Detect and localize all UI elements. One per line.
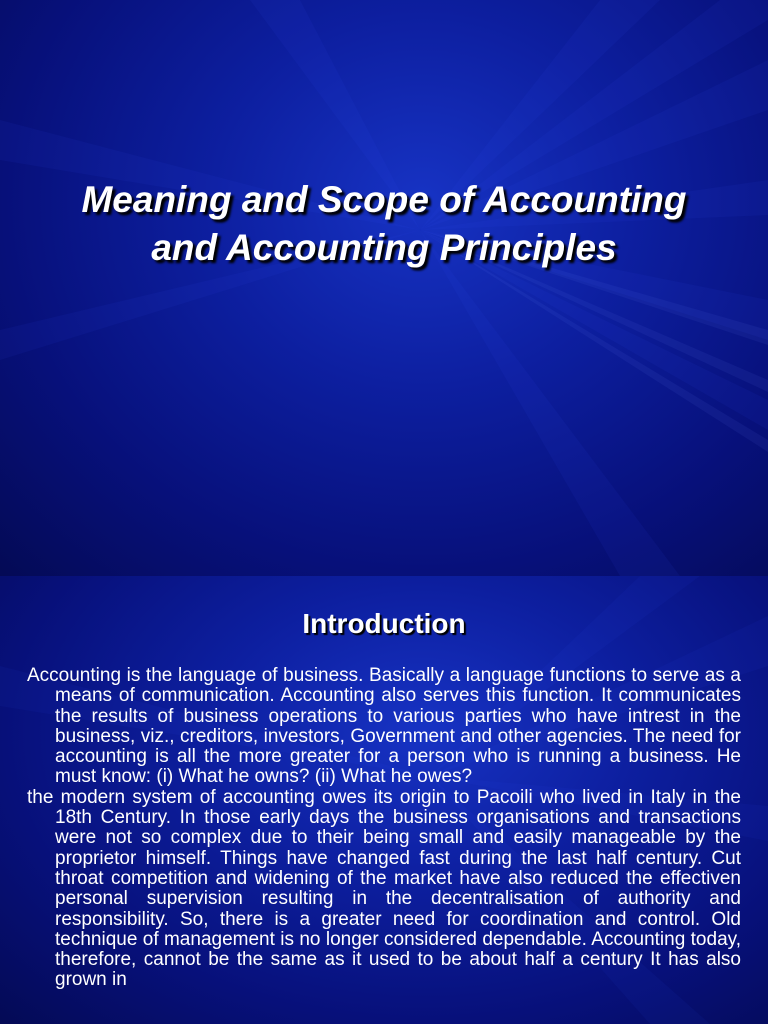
section-heading: Introduction [302,608,466,639]
paragraph: the modern system of accounting owes its origin to Pacoili who lived in Italy in the 18th Century. In those early days the business organisations and transactions were not so complex due to their being small and easily manageable by the proprietor himself. Things have changed fast during the last half century. Cut throat competition and widening of the market have also reduced the effectiven personal supervision resulting in the decentralisation of authority and responsibility. So, there is a greater need for coordination and control. Old technique of management is no longer considered dependable. Accounting today, therefore, cannot be the same as it used to be about half a century It has also grown in [27,786,741,991]
slide-title [30,176,738,272]
body-text [27,666,741,991]
paragraph: Accounting is the language of business. Basically a language functions to serve as a means of communication. Accounting also serves this function. It communicates the results of business operations to various parties who have intrest in the business, viz., creditors, investors, Government and other agencies. The need for accounting is all the more greater for a person who is running a business. He must know: (i) What he owns? (ii) What he owes? [27,665,741,788]
slide-title-line-1: Meaning and Scope of Accounting [81,179,687,220]
introduction-slide [0,576,768,1024]
slide-title-line-2: and Accounting Principles [151,227,617,268]
